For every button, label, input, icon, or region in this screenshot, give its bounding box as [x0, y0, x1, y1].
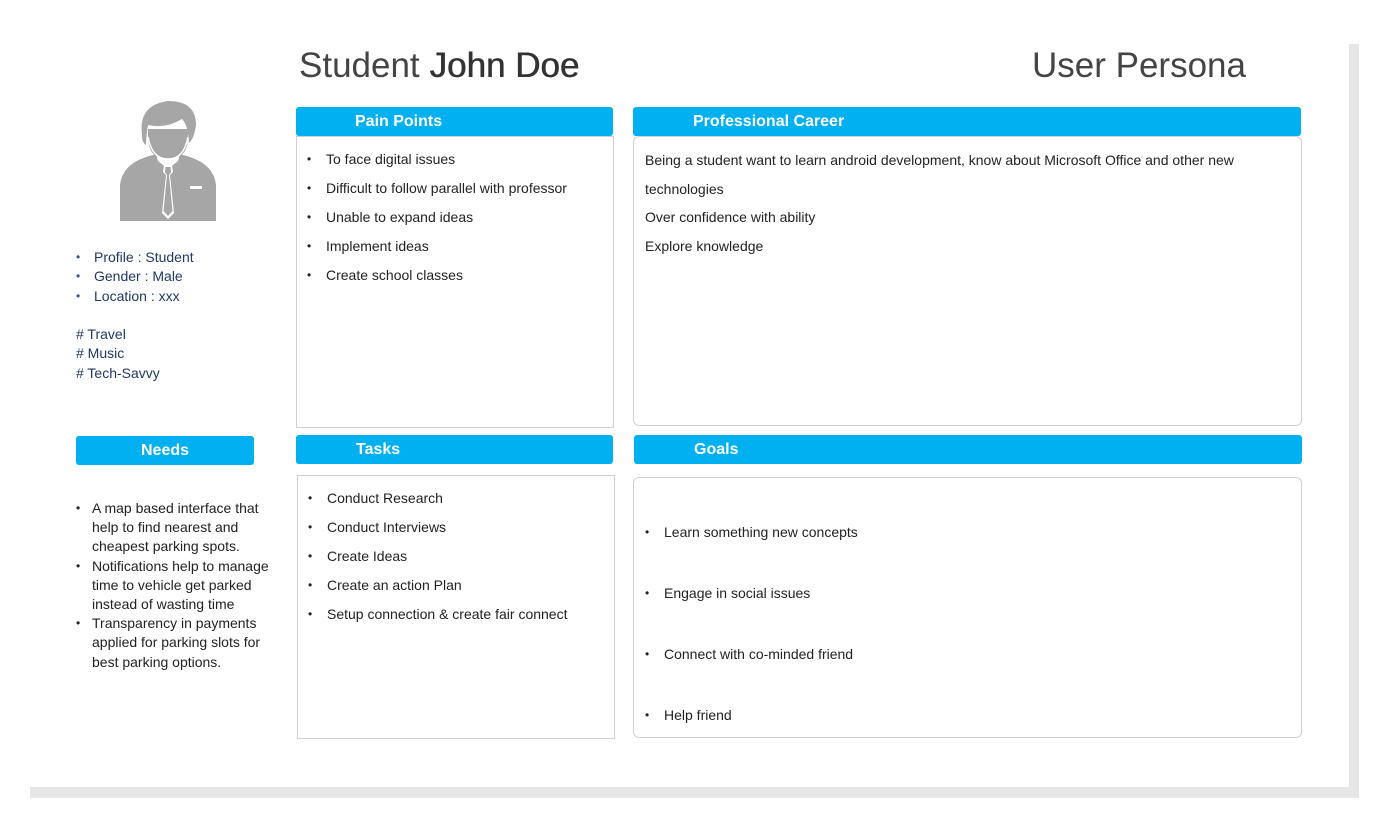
list-item: • Create an action Plan	[308, 577, 567, 606]
goals-list	[645, 492, 858, 768]
professional-career-box	[633, 136, 1302, 426]
pain-points-header: Pain Points	[296, 107, 613, 136]
list-item: • Setup connection & create fair connect	[308, 606, 567, 635]
career-line: Over confidence with ability	[645, 209, 816, 225]
persona-name: John Doe	[429, 46, 580, 85]
profile-item: • Gender : Male	[76, 267, 194, 286]
businessman-icon	[116, 99, 220, 221]
list-item: • Unable to expand ideas	[307, 209, 567, 238]
interest-tags	[76, 325, 160, 383]
list-item: • Conduct Interviews	[308, 519, 567, 548]
career-line: technologies	[645, 180, 724, 197]
list-item: • Create school classes	[307, 267, 567, 296]
pain-points-box	[296, 136, 614, 428]
list-item: • Implement ideas	[307, 238, 567, 267]
list-item: • Transparency in payments applied for parking slots for best parking options.	[76, 614, 276, 672]
goals-box	[633, 477, 1302, 738]
tasks-header: Tasks	[296, 435, 613, 464]
profile-item: • Location : xxx	[76, 287, 194, 306]
page-shadow-bottom	[30, 787, 1359, 798]
needs-header: Needs	[76, 436, 254, 465]
list-item: • Connect with co-minded friend	[645, 646, 858, 675]
interest-tag: # Tech-Savvy	[76, 364, 160, 381]
persona-title-prefix: Student	[299, 46, 420, 85]
persona-title	[299, 46, 579, 86]
career-line: Explore knowledge	[645, 237, 764, 254]
list-item: • Help friend	[645, 707, 858, 736]
list-item: • Conduct Research	[308, 490, 567, 519]
persona-subtitle: User Persona	[1032, 46, 1246, 85]
interest-tag: # Music	[76, 345, 125, 362]
career-line: Being a student want to learn android development, know about Microsoft Office and other new	[645, 152, 1234, 168]
profile-list	[76, 248, 194, 306]
list-item: • Notifications help to manage time to vehicle get parked instead of wasting time	[76, 557, 276, 615]
tasks-list	[308, 490, 567, 635]
page-shadow-right	[1349, 44, 1359, 798]
tasks-box	[297, 475, 615, 739]
interest-tag: # Travel	[76, 326, 126, 342]
list-item: • Engage in social issues	[645, 585, 858, 614]
career-text	[645, 146, 1234, 260]
list-item: • A map based interface that help to find nearest and cheapest parking spots.	[76, 499, 276, 557]
needs-list	[76, 499, 276, 672]
professional-career-header: Professional Career	[633, 107, 1301, 136]
list-item: • To face digital issues	[307, 151, 567, 180]
profile-item: • Profile : Student	[76, 248, 194, 267]
pain-points-list	[307, 151, 567, 296]
list-item: • Create Ideas	[308, 548, 567, 577]
list-item: • Difficult to follow parallel with professor	[307, 180, 567, 209]
goals-header: Goals	[634, 435, 1302, 464]
list-item: • Learn something new concepts	[645, 524, 858, 553]
